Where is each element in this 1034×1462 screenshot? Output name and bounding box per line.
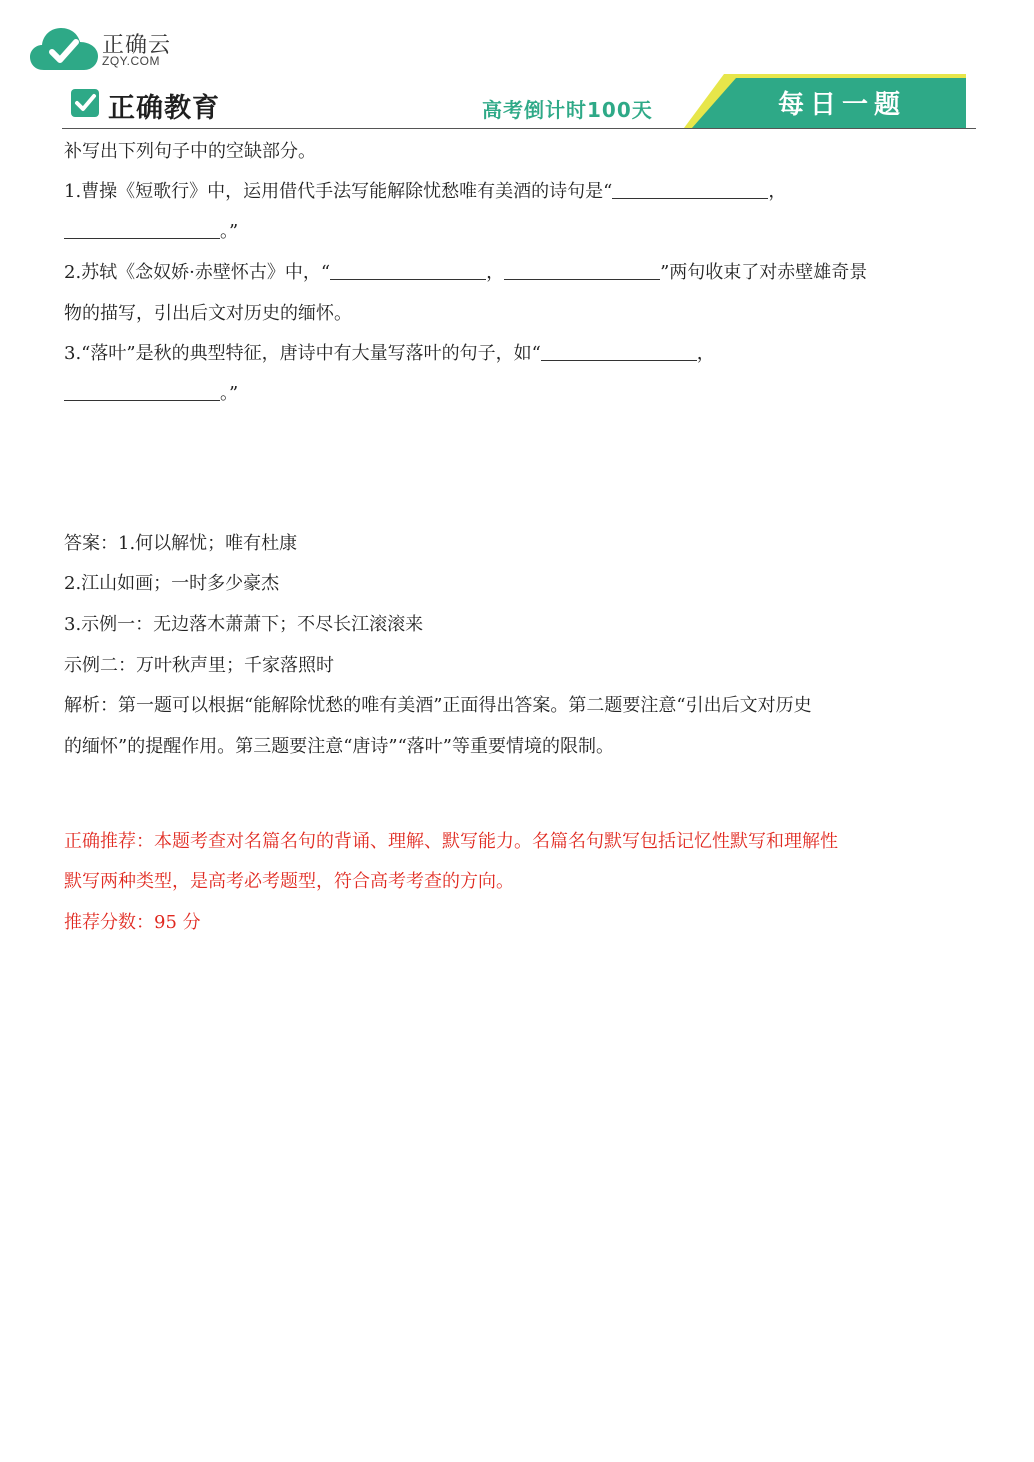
answer-blank: [504, 261, 660, 280]
checkbox-check-icon: [70, 88, 100, 118]
answer-blank: [330, 261, 486, 280]
banner-title: 每日一题: [778, 90, 907, 120]
answer-blank: [64, 220, 220, 239]
answer-blank: [612, 180, 768, 199]
analysis-line2: 的缅怀”的提醒作用。第三题要注意“唐诗”“落叶”等重要情境的限制。: [64, 736, 615, 757]
end-mark: 。”: [220, 383, 239, 404]
answer-2: 2.江山如画；一时多少豪杰: [64, 573, 280, 594]
answer-1: 答案：1.何以解忧；唯有杜康: [64, 533, 298, 554]
zqy-logo: [30, 26, 180, 74]
recommend-line1: 正确推荐：本题考查对名篇名句的背诵、理解、默写能力。名篇名句默写包括记忆性默写和理解性: [64, 831, 838, 852]
cloud-check-icon: [30, 26, 98, 72]
answer-blank: [541, 342, 697, 361]
recommend-score: 推荐分数：95 分: [64, 912, 201, 933]
recommend-line2: 默写两种类型，是高考必考题型，符合高考考查的方向。: [64, 871, 514, 892]
question-intro: 补写出下列句子中的空缺部分。: [64, 141, 316, 162]
question-3-text: 3.“落叶”是秋的典型特征，唐诗中有大量写落叶的句子，如“: [64, 343, 541, 364]
answer-4: 示例二：万叶秋声里；千家落照时: [64, 655, 334, 676]
comma: ，: [696, 343, 715, 364]
brand-name: 正确云: [102, 33, 172, 58]
analysis-line1: 解析：第一题可以根据“能解除忧愁的唯有美酒”正面得出答案。第二题要注意“引出后文对历史: [64, 695, 812, 716]
brand-domain: ZQY.COM: [102, 54, 160, 68]
question-2-text: 2.苏轼《念奴娇·赤壁怀古》中，“: [64, 262, 331, 283]
edu-title: 正确教育: [108, 93, 220, 124]
question-1-text: 1.曹操《短歌行》中，运用借代手法写能解除忧愁唯有美酒的诗句是“: [64, 181, 613, 202]
end-mark: 。”: [220, 221, 239, 242]
question-3: [64, 342, 715, 366]
question-3-line2: [64, 382, 238, 406]
header-bar: [62, 72, 976, 130]
comma: ，: [486, 262, 505, 283]
answer-3: 3.示例一：无边落木萧萧下；不尽长江滚滚来: [64, 614, 424, 635]
question-2-line2: 物的描写，引出后文对历史的缅怀。: [64, 303, 352, 324]
question-2: [64, 261, 867, 285]
comma: ，: [768, 181, 787, 202]
header-divider: [62, 128, 976, 129]
question-1-line2: [64, 220, 238, 244]
answer-blank: [64, 382, 220, 401]
countdown-text: 高考倒计时100天: [482, 98, 653, 122]
question-1: [64, 180, 786, 204]
question-2-suffix: ”两句收束了对赤壁雄奇景: [660, 262, 868, 283]
